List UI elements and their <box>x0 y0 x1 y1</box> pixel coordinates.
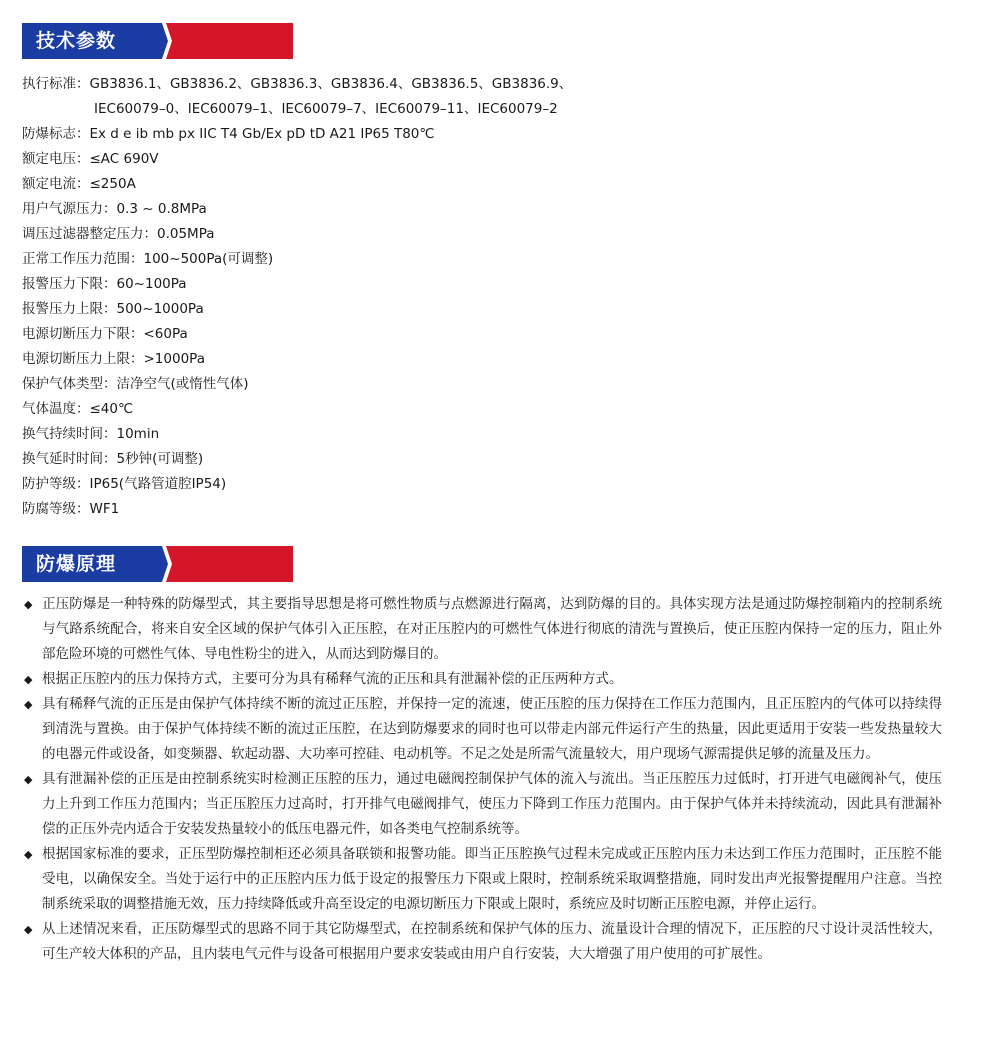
param-row <box>22 247 972 272</box>
param-value: ≤40℃ <box>89 401 134 417</box>
param-label: 防护等级： <box>22 476 90 492</box>
param-label: 保护气体类型： <box>22 376 117 392</box>
principle-item <box>22 667 942 692</box>
param-value: 10min <box>116 426 160 442</box>
param-value: 100~500Pa(可调整) <box>143 251 274 267</box>
principle-text: 具有稀释气流的正压是由保护气体持续不断的流过正压腔，并保持一定的流速，使正压腔的压力保持在工作压力范围内，且正压腔内的气体可以持续得到清洗与置换。由于保护气体持续不断的流过正压腔，在达到防爆要求的同时也可以带走内部元件运行产生的热量，因此更适用于安装一些发热量较大的电器元件或设备，如变频器、软起动器、大功率可控硅、电动机等。不足之处是所需气流量较大，用户现场气源需提供足够的流量及压力。 <box>42 696 942 762</box>
param-value: 0.05MPa <box>157 226 215 242</box>
section-title-principle: 防爆原理 <box>36 553 117 575</box>
section-title-tech-params: 技术参数 <box>36 30 117 52</box>
param-label: 执行标准： <box>22 76 90 92</box>
param-row <box>22 322 972 347</box>
param-label: 报警压力下限： <box>22 276 117 292</box>
param-label: 防爆标志： <box>22 126 90 142</box>
param-label: 用户气源压力： <box>22 201 117 217</box>
principle-item <box>22 592 942 667</box>
param-value: IEC60079–0、IEC60079–1、IEC60079–7、IEC60079–11、IEC60079–2 <box>94 101 558 117</box>
param-label: 防腐等级： <box>22 501 90 517</box>
param-row <box>22 197 972 222</box>
diamond-bullet-icon: ◆ <box>24 848 33 861</box>
param-label: 气体温度： <box>22 401 90 417</box>
param-value: IP65(气路管道腔IP54) <box>89 476 227 492</box>
principle-text: 根据正压腔内的压力保持方式，主要可分为具有稀释气流的正压和具有泄漏补偿的正压两种方式。 <box>42 671 623 687</box>
param-value: 洁净空气(或惰性气体) <box>116 376 249 392</box>
diamond-bullet-icon: ◆ <box>24 673 33 686</box>
diamond-bullet-icon: ◆ <box>24 698 33 711</box>
param-row <box>22 272 972 297</box>
diamond-bullet-icon: ◆ <box>24 598 33 611</box>
param-value: <60Pa <box>143 326 188 342</box>
param-label: 换气持续时间： <box>22 426 117 442</box>
principle-text: 具有泄漏补偿的正压是由控制系统实时检测正压腔的压力，通过电磁阀控制保护气体的流入与流出。当正压腔压力过低时，打开进气电磁阀补气，使压力上升到工作压力范围内；当正压腔压力过高时，打开排气电磁阀排气，使压力下降到工作压力范围内。由于保护气体并未持续流动，因此具有泄漏补偿的正压外壳内适合于安装发热量较小的低压电器元件，如各类电气控制系统等。 <box>42 771 942 837</box>
principle-list <box>22 592 942 967</box>
param-row <box>22 147 972 172</box>
param-row <box>22 72 972 97</box>
diamond-bullet-icon: ◆ <box>24 773 33 786</box>
principle-item <box>22 842 942 917</box>
param-label: 报警压力上限： <box>22 301 117 317</box>
param-value: GB3836.1、GB3836.2、GB3836.3、GB3836.4、GB3836.5、GB3836.9、 <box>89 76 573 92</box>
param-value: 5秒钟(可调整) <box>116 451 204 467</box>
principle-text: 根据国家标准的要求，正压型防爆控制柜还必须具备联锁和报警功能。即当正压腔换气过程未完成或正压腔内压力未达到工作压力范围时，正压腔不能受电，以确保安全。当处于运行中的正压腔内压力低于设定的报警压力下限或上限时，控制系统采取调整措施，同时发出声光报警提醒用户注意。当控制系统采取的调整措施无效，压力持续降低或升高至设定的电源切断压力下限或上限时，系统应及时切断正压腔电源，并停止运行。 <box>42 846 942 912</box>
param-row <box>22 297 972 322</box>
param-label: 电源切断压力上限： <box>22 351 144 367</box>
param-label: 调压过滤器整定压力： <box>22 226 157 242</box>
principle-text: 从上述情况来看，正压防爆型式的思路不同于其它防爆型式，在控制系统和保护气体的压力、流量设计合理的情况下，正压腔的尺寸设计灵活性较大，可生产较大体积的产品，且内装电气元件与设备可根据用户要求安装或由用户自行安装，大大增强了用户使用的可扩展性。 <box>42 921 942 962</box>
param-value: ≤250A <box>89 176 136 192</box>
principle-text: 正压防爆是一种特殊的防爆型式，其主要指导思想是将可燃性物质与点燃源进行隔离，达到防爆的目的。具体实现方法是通过防爆控制箱内的控制系统与气路系统配合，将来自安全区域的保护气体引入正压腔，在对正压腔内的可燃性气体进行彻底的清洗与置换后，使正压腔内保持一定的压力，阻止外部危险环境的可燃性气体、导电性粉尘的进入，从而达到防爆目的。 <box>42 596 942 662</box>
param-row <box>22 472 972 497</box>
param-row <box>22 122 972 147</box>
param-value: 60~100Pa <box>116 276 187 292</box>
param-row <box>22 447 972 472</box>
param-row <box>22 172 972 197</box>
principle-item <box>22 767 942 842</box>
param-row <box>22 497 972 522</box>
tech-params-list <box>22 72 972 522</box>
param-label: 电源切断压力下限： <box>22 326 144 342</box>
param-label: 额定电压： <box>22 151 90 167</box>
param-row <box>22 372 972 397</box>
principle-item <box>22 692 942 767</box>
param-value: 0.3 ~ 0.8MPa <box>116 201 207 217</box>
param-row <box>22 422 972 447</box>
param-value: WF1 <box>89 501 120 517</box>
param-value: Ex d e ib mb px IIC T4 Gb/Ex pD tD A21 IP65 T80℃ <box>89 126 435 142</box>
param-label: 换气延时时间： <box>22 451 117 467</box>
param-value: >1000Pa <box>143 351 205 367</box>
param-row <box>22 347 972 372</box>
param-value: ≤AC 690V <box>89 151 159 167</box>
param-row <box>22 97 972 122</box>
principle-item <box>22 917 942 967</box>
param-label: 额定电流： <box>22 176 90 192</box>
param-label: 正常工作压力范围： <box>22 251 144 267</box>
param-row <box>22 222 972 247</box>
param-row <box>22 397 972 422</box>
section-header-tech-params <box>22 23 293 59</box>
diamond-bullet-icon: ◆ <box>24 923 33 936</box>
section-header-principle <box>22 546 293 582</box>
param-value: 500~1000Pa <box>116 301 204 317</box>
